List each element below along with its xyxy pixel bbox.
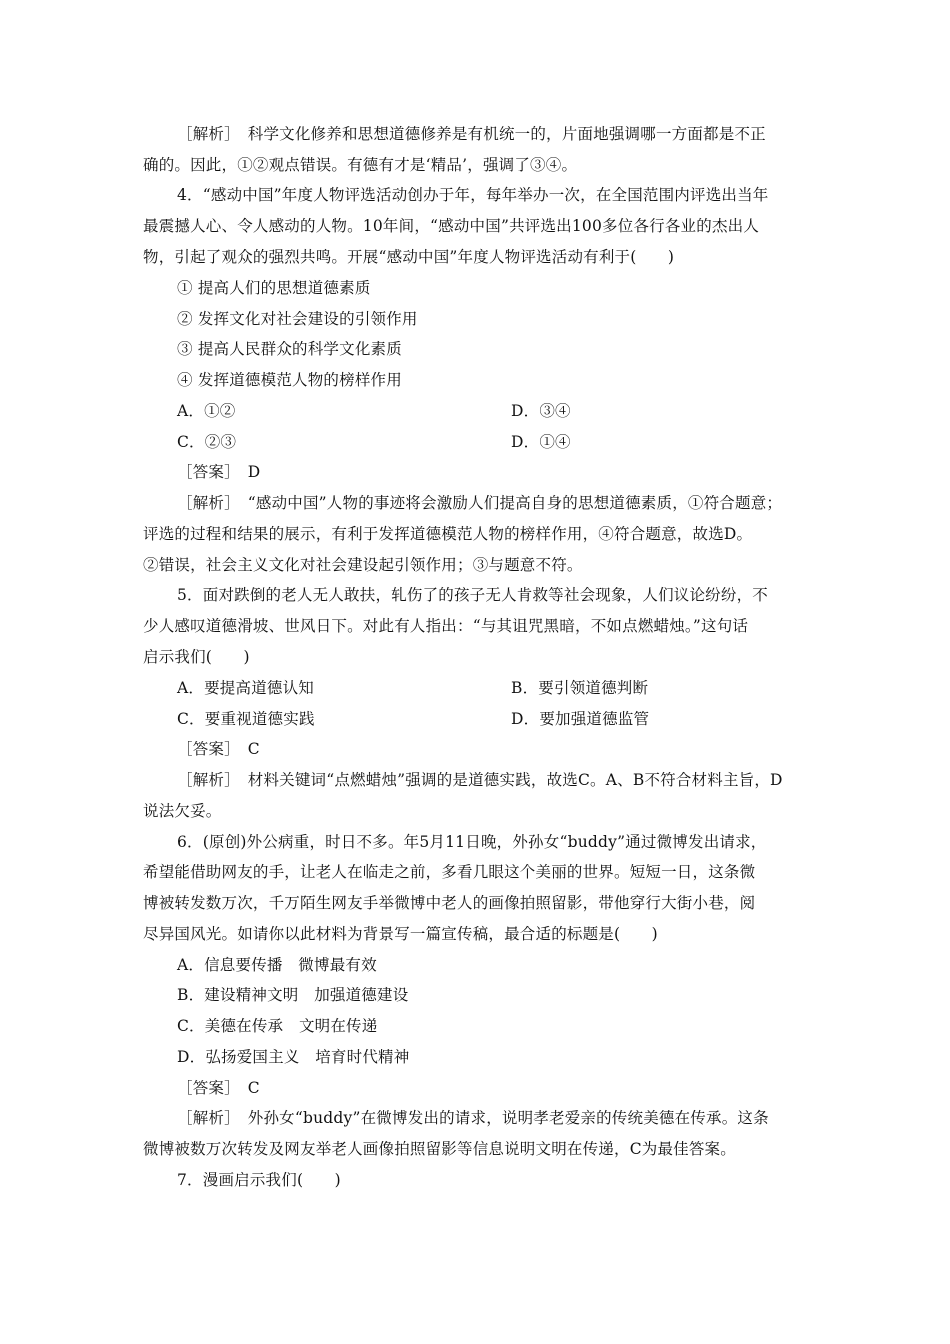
- q4-item-1: ① 提高人们的思想道德素质: [177, 279, 371, 297]
- q5-analysis-line-1: ［解析］ 材料关键词“点燃蜡烛”强调的是道德实践，故选C。A、B不符合材料主旨，D: [177, 771, 783, 789]
- q4-analysis-line-3: ②错误，社会主义文化对社会建设起引领作用；③与题意不符。: [143, 556, 583, 574]
- q5-stem-line-3: 启示我们( ): [143, 648, 250, 666]
- q4-item-3: ③ 提高人民群众的科学文化素质: [177, 340, 402, 358]
- q5-analysis-line-2: 说法欠妥。: [143, 802, 222, 820]
- q6-stem-line-1: 6．(原创)外公病重，时日不多。年5月11日晚，外孙女“buddy”通过微博发出请求，: [177, 833, 767, 851]
- q4-analysis-line-1: ［解析］ “感动中国”人物的事迹将会激励人们提高自身的思想道德素质，①符合题意；: [177, 494, 783, 512]
- q6-analysis-line-1: ［解析］ 外孙女“buddy”在微博发出的请求，说明孝老爱亲的传统美德在传承。这条: [177, 1109, 769, 1127]
- q6-analysis-line-2: 微博被数万次转发及网友举老人画像拍照留影等信息说明文明在传递，C为最佳答案。: [143, 1140, 736, 1158]
- q4-option-c: C．②③: [177, 433, 237, 451]
- q5-option-d: D．要加强道德监管: [511, 710, 650, 728]
- q5-stem-line-2: 少人感叹道德滑坡、世风日下。对此有人指出：“与其诅咒黑暗，不如点燃蜡烛。”这句话: [143, 617, 749, 635]
- q7-stem-line-1: 7．漫画启示我们( ): [177, 1171, 341, 1189]
- q6-option-b: B．建设精神文明 加强道德建设: [177, 986, 409, 1004]
- q6-stem-line-3: 博被转发数万次，千万陌生网友手举微博中老人的画像拍照留影，带他穿行大街小巷，阅: [143, 894, 756, 912]
- q6-answer: ［答案］ C: [177, 1079, 260, 1097]
- q4-stem-line-1: 4．“感动中国”年度人物评选活动创办于年，每年举办一次，在全国范围内评选出当年: [177, 186, 769, 204]
- q5-answer: ［答案］ C: [177, 740, 260, 758]
- q5-option-a: A．要提高道德认知: [177, 679, 314, 697]
- q6-stem-line-2: 希望能借助网友的手，让老人在临走之前，多看几眼这个美丽的世界。短短一日，这条微: [143, 863, 756, 881]
- q5-option-b: B．要引领道德判断: [511, 679, 649, 697]
- q4-answer: ［答案］ D: [177, 463, 261, 481]
- q4-stem-line-3: 物，引起了观众的强烈共鸣。开展“感动中国”年度人物评选活动有利于( ): [143, 248, 675, 266]
- q6-option-c: C．美德在传承 文明在传递: [177, 1017, 378, 1035]
- q4-item-2: ② 发挥文化对社会建设的引领作用: [177, 310, 418, 328]
- prev-analysis-line-1: ［解析］ 科学文化修养和思想道德修养是有机统一的，片面地强调哪一方面都是不正: [177, 125, 766, 143]
- q4-option-d: D．①④: [511, 433, 571, 451]
- q4-option-b: D．③④: [511, 402, 571, 420]
- prev-analysis-line-2: 确的。因此，①②观点错误。有德有才是‘精品’，强调了③④。: [143, 156, 578, 174]
- q5-option-c: C．要重视道德实践: [177, 710, 315, 728]
- q5-stem-line-1: 5．面对跌倒的老人无人敢扶，轧伤了的孩子无人肯救等社会现象，人们议论纷纷，不: [177, 586, 768, 604]
- q6-stem-line-4: 尽异国风光。如请你以此材料为背景写一篇宣传稿，最合适的标题是( ): [143, 925, 658, 943]
- q6-option-a: A．信息要传播 微博最有效: [177, 956, 377, 974]
- q4-stem-line-2: 最震撼人心、令人感动的人物。10年间，“感动中国”共评选出100多位各行各业的杰出人: [143, 217, 760, 235]
- q6-option-d: D．弘扬爱国主义 培育时代精神: [177, 1048, 410, 1066]
- q4-analysis-line-2: 评选的过程和结果的展示，有利于发挥道德模范人物的榜样作用，④符合题意，故选D。: [143, 525, 753, 543]
- q4-option-a: A．①②: [177, 402, 236, 420]
- q4-item-4: ④ 发挥道德模范人物的榜样作用: [177, 371, 402, 389]
